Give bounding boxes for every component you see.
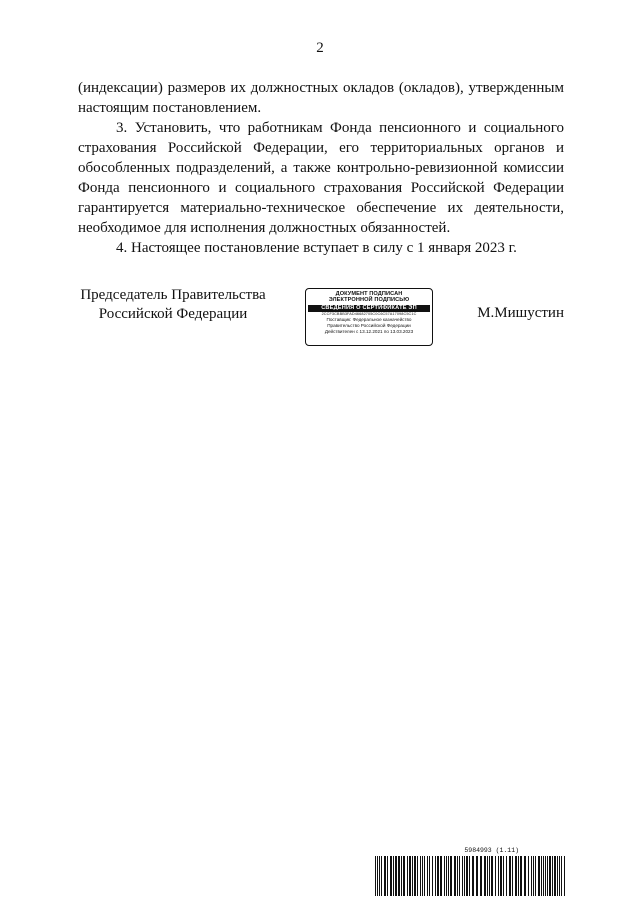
stamp-title-line2: ЭЛЕКТРОННОЙ ПОДПИСЬЮ xyxy=(328,297,410,304)
barcode-label: 5984993 (1.11) xyxy=(464,847,519,854)
paragraph-item-3: 3. Установить, что работникам Фонда пенсионного и социального страхования Российской Федерации, его территориальных органов и обособленных подразделений, а также контрольно-ревизионной комиссии Фонда пенсионного и социального страхования Российской Федерации гарантируется материально-техническое обеспечение их деятельности, необходимое для исполнения должностных обязанностей. xyxy=(78,120,564,236)
body-text xyxy=(78,78,564,258)
stamp-validity: Действителен с 13.12.2021 по 13.03.2023 xyxy=(324,328,414,334)
stamp-certificate-serial: 2CCF3CBBB3FAD46682705C0C6C57A17098C5C1C xyxy=(321,311,417,316)
page-number: 2 xyxy=(316,40,324,56)
paragraph-continuation: (индексации) размеров их должностных окладов (окладов), утвержденным настоящим постановлением. xyxy=(78,80,564,116)
signatory-position-line2: Российской Федерации xyxy=(98,306,248,322)
barcode-block xyxy=(375,847,565,896)
barcode-icon xyxy=(375,856,565,896)
paragraph-item-4: 4. Настоящее постановление вступает в силу с 1 января 2023 г. xyxy=(116,240,517,256)
stamp-title xyxy=(306,289,432,304)
signatory-position-line1: Председатель Правительства xyxy=(80,287,266,303)
stamp-issuer-line2: Правительство Российской Федерации xyxy=(327,323,411,329)
signatory-position xyxy=(74,286,272,324)
stamp-title-line1: ДОКУМЕНТ ПОДПИСАН xyxy=(335,291,403,297)
stamp-certificate-band: СВЕДЕНИЯ О СЕРТИФИКАТЕ ЭП xyxy=(308,305,430,312)
signatory-name: М.Мишустин xyxy=(477,305,564,321)
stamp-issuer-line1: Поставщик: Федеральное казначейство xyxy=(326,317,412,323)
electronic-signature-stamp xyxy=(305,288,433,346)
